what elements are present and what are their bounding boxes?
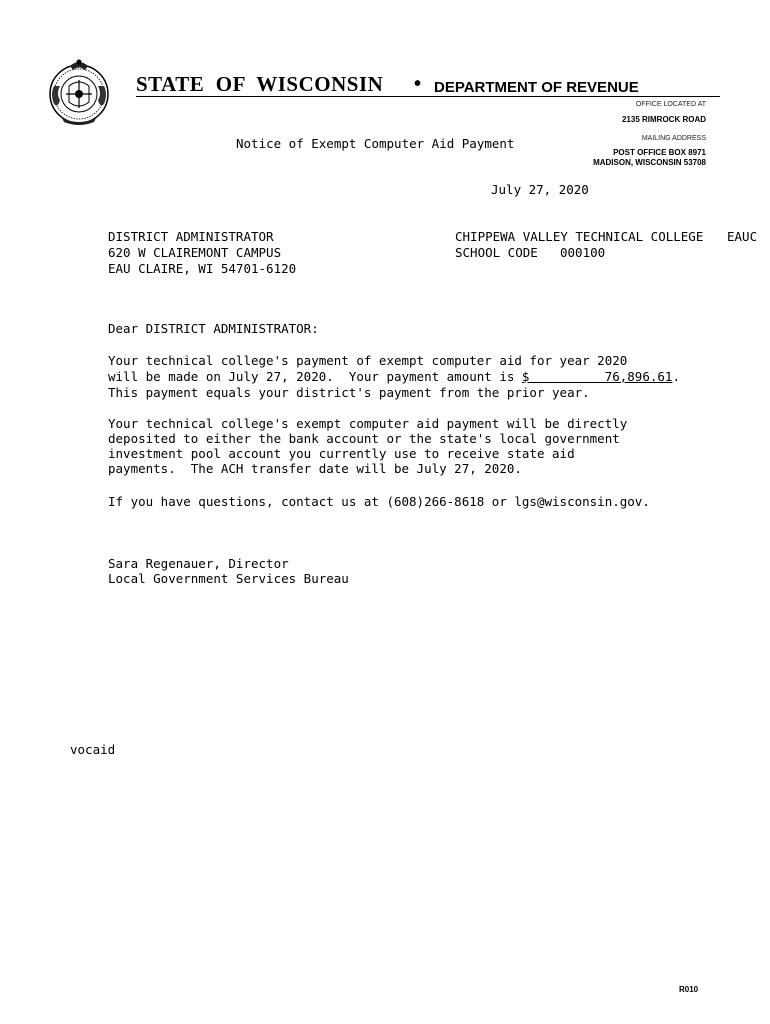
recipient-city: EAU CLAIRE, WI 54701-6120 [108, 261, 297, 276]
paragraph2-line4: payments. The ACH transfer date will be July 27, 2020. [108, 461, 522, 476]
header-bullet: • [414, 73, 422, 95]
college-name: CHIPPEWA VALLEY TECHNICAL COLLEGE [455, 229, 704, 244]
mailing-address-line1: POST OFFICE BOX 8971 [613, 148, 706, 157]
office-address: 2135 RIMROCK ROAD [621, 115, 706, 124]
school-code-label: SCHOOL CODE [455, 245, 538, 260]
header-department: DEPARTMENT OF REVENUE [434, 79, 639, 96]
mailing-address-label: MAILING ADDRESS [641, 135, 706, 142]
header-state-title: STATE OF WISCONSIN [136, 72, 384, 96]
payment-amount: $ 76,896.61 [521, 369, 673, 384]
paragraph1-line2 [108, 369, 680, 384]
document-id: vocaid [70, 742, 116, 757]
paragraph1-line3: This payment equals your district's payment from the prior year. [108, 385, 590, 400]
paragraph1-line2-prefix: will be made on July 27, 2020. Your payment amount is [108, 369, 522, 384]
paragraph1-line2-suffix: . [672, 369, 680, 384]
contact-line: If you have questions, contact us at (608)266-8618 or lgs@wisconsin.gov. [108, 494, 650, 509]
signature-name: Sara Regenauer, Director [108, 556, 289, 571]
salutation: Dear DISTRICT ADMINISTRATOR: [108, 321, 319, 336]
header-divider [136, 96, 720, 97]
paragraph2-line2: deposited to either the bank account or the state's local government [108, 431, 620, 446]
signature-bureau: Local Government Services Bureau [108, 571, 349, 586]
notice-date: July 27, 2020 [491, 182, 589, 197]
recipient-name: DISTRICT ADMINISTRATOR [108, 229, 274, 244]
notice-title: Notice of Exempt Computer Aid Payment [236, 136, 515, 151]
school-code-value: 000100 [560, 245, 606, 260]
college-code-abbrev: EAUC [727, 229, 758, 244]
office-located-label: OFFICE LOCATED AT [635, 101, 706, 108]
mailing-address-line2: MADISON, WISCONSIN 53708 [593, 158, 706, 167]
recipient-address: 620 W CLAIREMONT CAMPUS [108, 245, 282, 260]
state-seal-logo [44, 56, 114, 126]
paragraph2-line1: Your technical college's exempt computer aid payment will be directly [108, 416, 628, 431]
form-code: R010 [679, 985, 699, 994]
paragraph2-line3: investment pool account you currently use to receive state aid [108, 446, 575, 461]
paragraph1-line1: Your technical college's payment of exempt computer aid for year 2020 [108, 353, 628, 368]
